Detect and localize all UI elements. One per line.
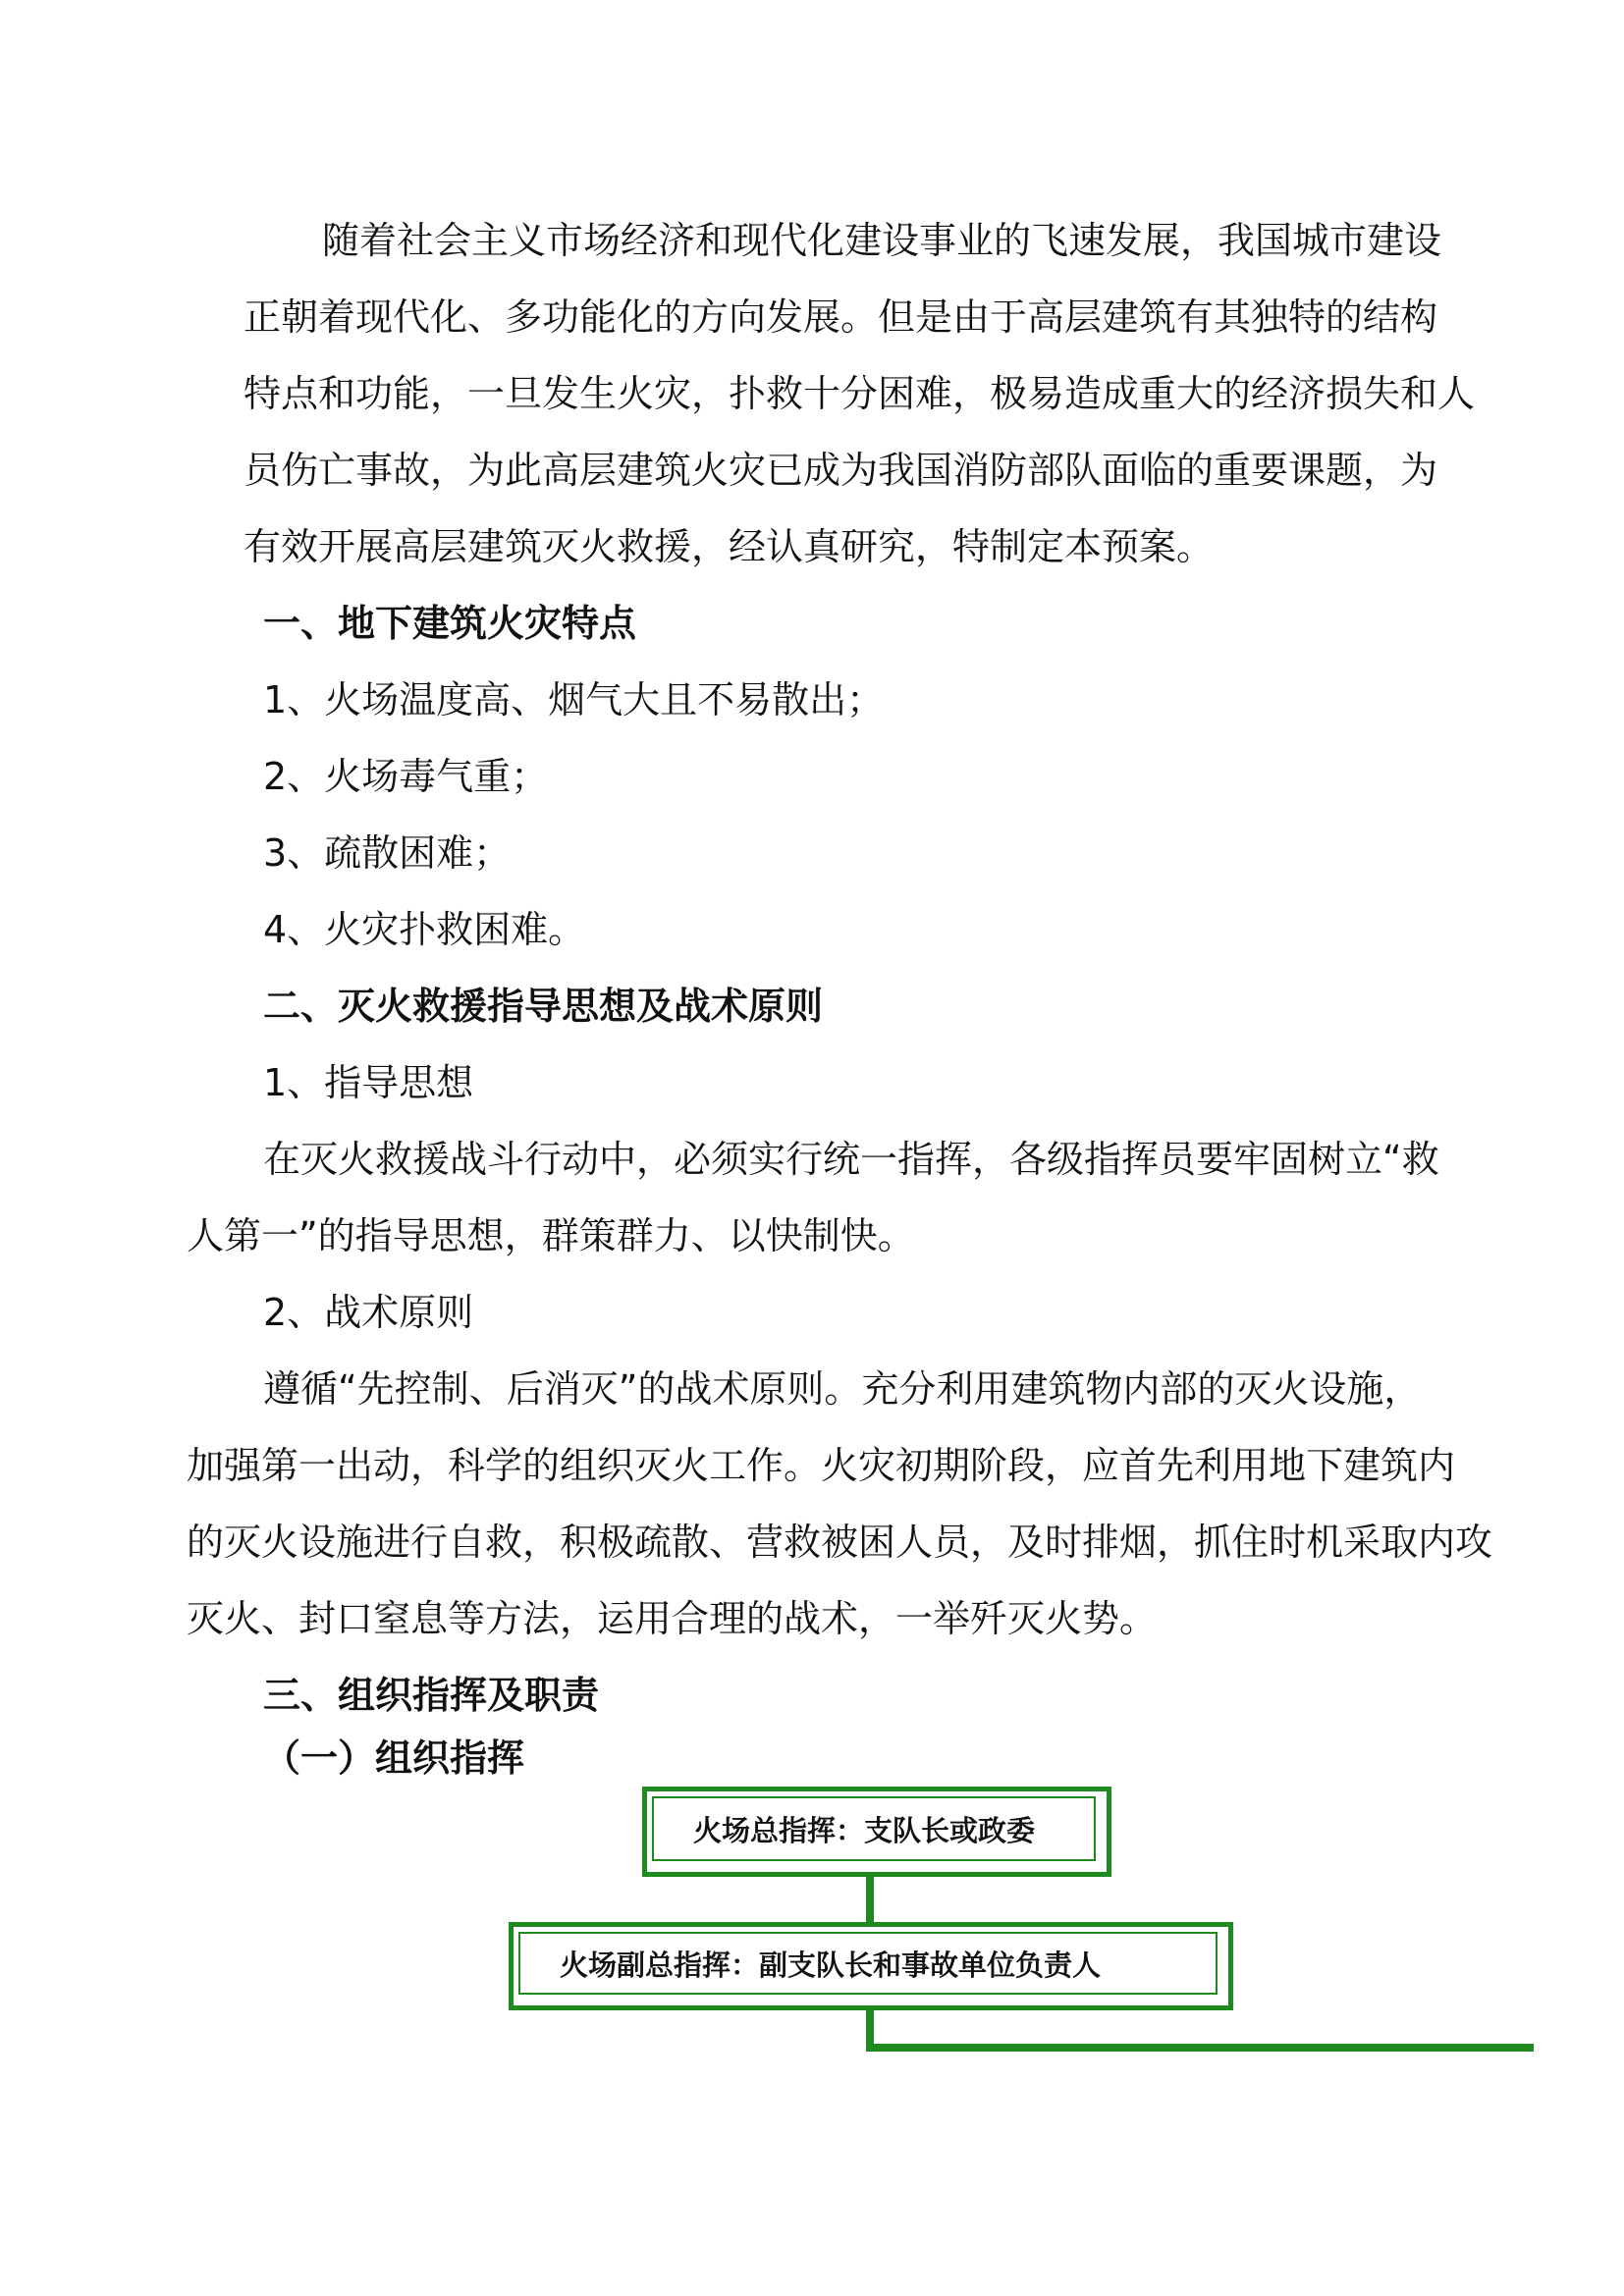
section2-sub1-heading: 1、指导思想 xyxy=(263,1061,474,1104)
org-connector-2 xyxy=(866,2010,874,2048)
section1-item-3: 3、疏散困难； xyxy=(263,831,512,875)
section2-sub2-line-4: 灭火、封口窒息等方法，运用合理的战术，一举歼灭火势。 xyxy=(187,1597,1158,1640)
section2-sub1-line-2: 人第一”的指导思想，群策群力、以快制快。 xyxy=(187,1214,915,1257)
intro-line-3: 特点和功能，一旦发生火灾，扑救十分困难，极易造成重大的经济损失和人 xyxy=(244,372,1476,415)
section1-item-2: 2、火场毒气重； xyxy=(263,755,549,798)
section2-sub2-heading: 2、战术原则 xyxy=(263,1291,474,1334)
org-box-commander-label: 火场总指挥：支队长或政委 xyxy=(693,1814,1036,1847)
intro-line-2: 正朝着现代化、多功能化的方向发展。但是由于高层建筑有其独特的结构 xyxy=(244,295,1438,339)
section2-sub2-line-3: 的灭火设施进行自救，积极疏散、营救被困人员，及时排烟，抓住时机采取内攻 xyxy=(187,1521,1493,1564)
section2-heading: 二、灭火救援指导思想及战术原则 xyxy=(263,985,824,1028)
org-box-deputy-label: 火场副总指挥：副支队长和事故单位负责人 xyxy=(560,1949,1102,1982)
section3-heading: 三、组织指挥及职责 xyxy=(263,1674,600,1717)
intro-line-1: 随着社会主义市场经济和现代化建设事业的飞速发展，我国城市建设 xyxy=(322,219,1442,262)
section2-sub2-line-2: 加强第一出动，科学的组织灭火工作。火灾初期阶段，应首先利用地下建筑内 xyxy=(187,1444,1456,1487)
intro-line-5: 有效开展高层建筑灭火救援，经认真研究，特制定本预案。 xyxy=(244,525,1215,568)
section3-sub-heading: （一）组织指挥 xyxy=(263,1736,525,1780)
org-branch-line xyxy=(866,2044,1534,2052)
intro-line-4: 员伤亡事故，为此高层建筑火灾已成为我国消防部队面临的重要课题，为 xyxy=(244,449,1438,492)
section1-item-4: 4、火灾扑救困难。 xyxy=(263,908,586,951)
section1-item-1: 1、火场温度高、烟气大且不易散出； xyxy=(263,678,885,721)
section1-heading: 一、地下建筑火灾特点 xyxy=(263,602,637,645)
section2-sub1-line-1: 在灭火救援战斗行动中，必须实行统一指挥，各级指挥员要牢固树立“救 xyxy=(263,1138,1439,1181)
section2-sub2-line-1: 遵循“先控制、后消灭”的战术原则。充分利用建筑物内部的灭火设施， xyxy=(263,1367,1422,1411)
